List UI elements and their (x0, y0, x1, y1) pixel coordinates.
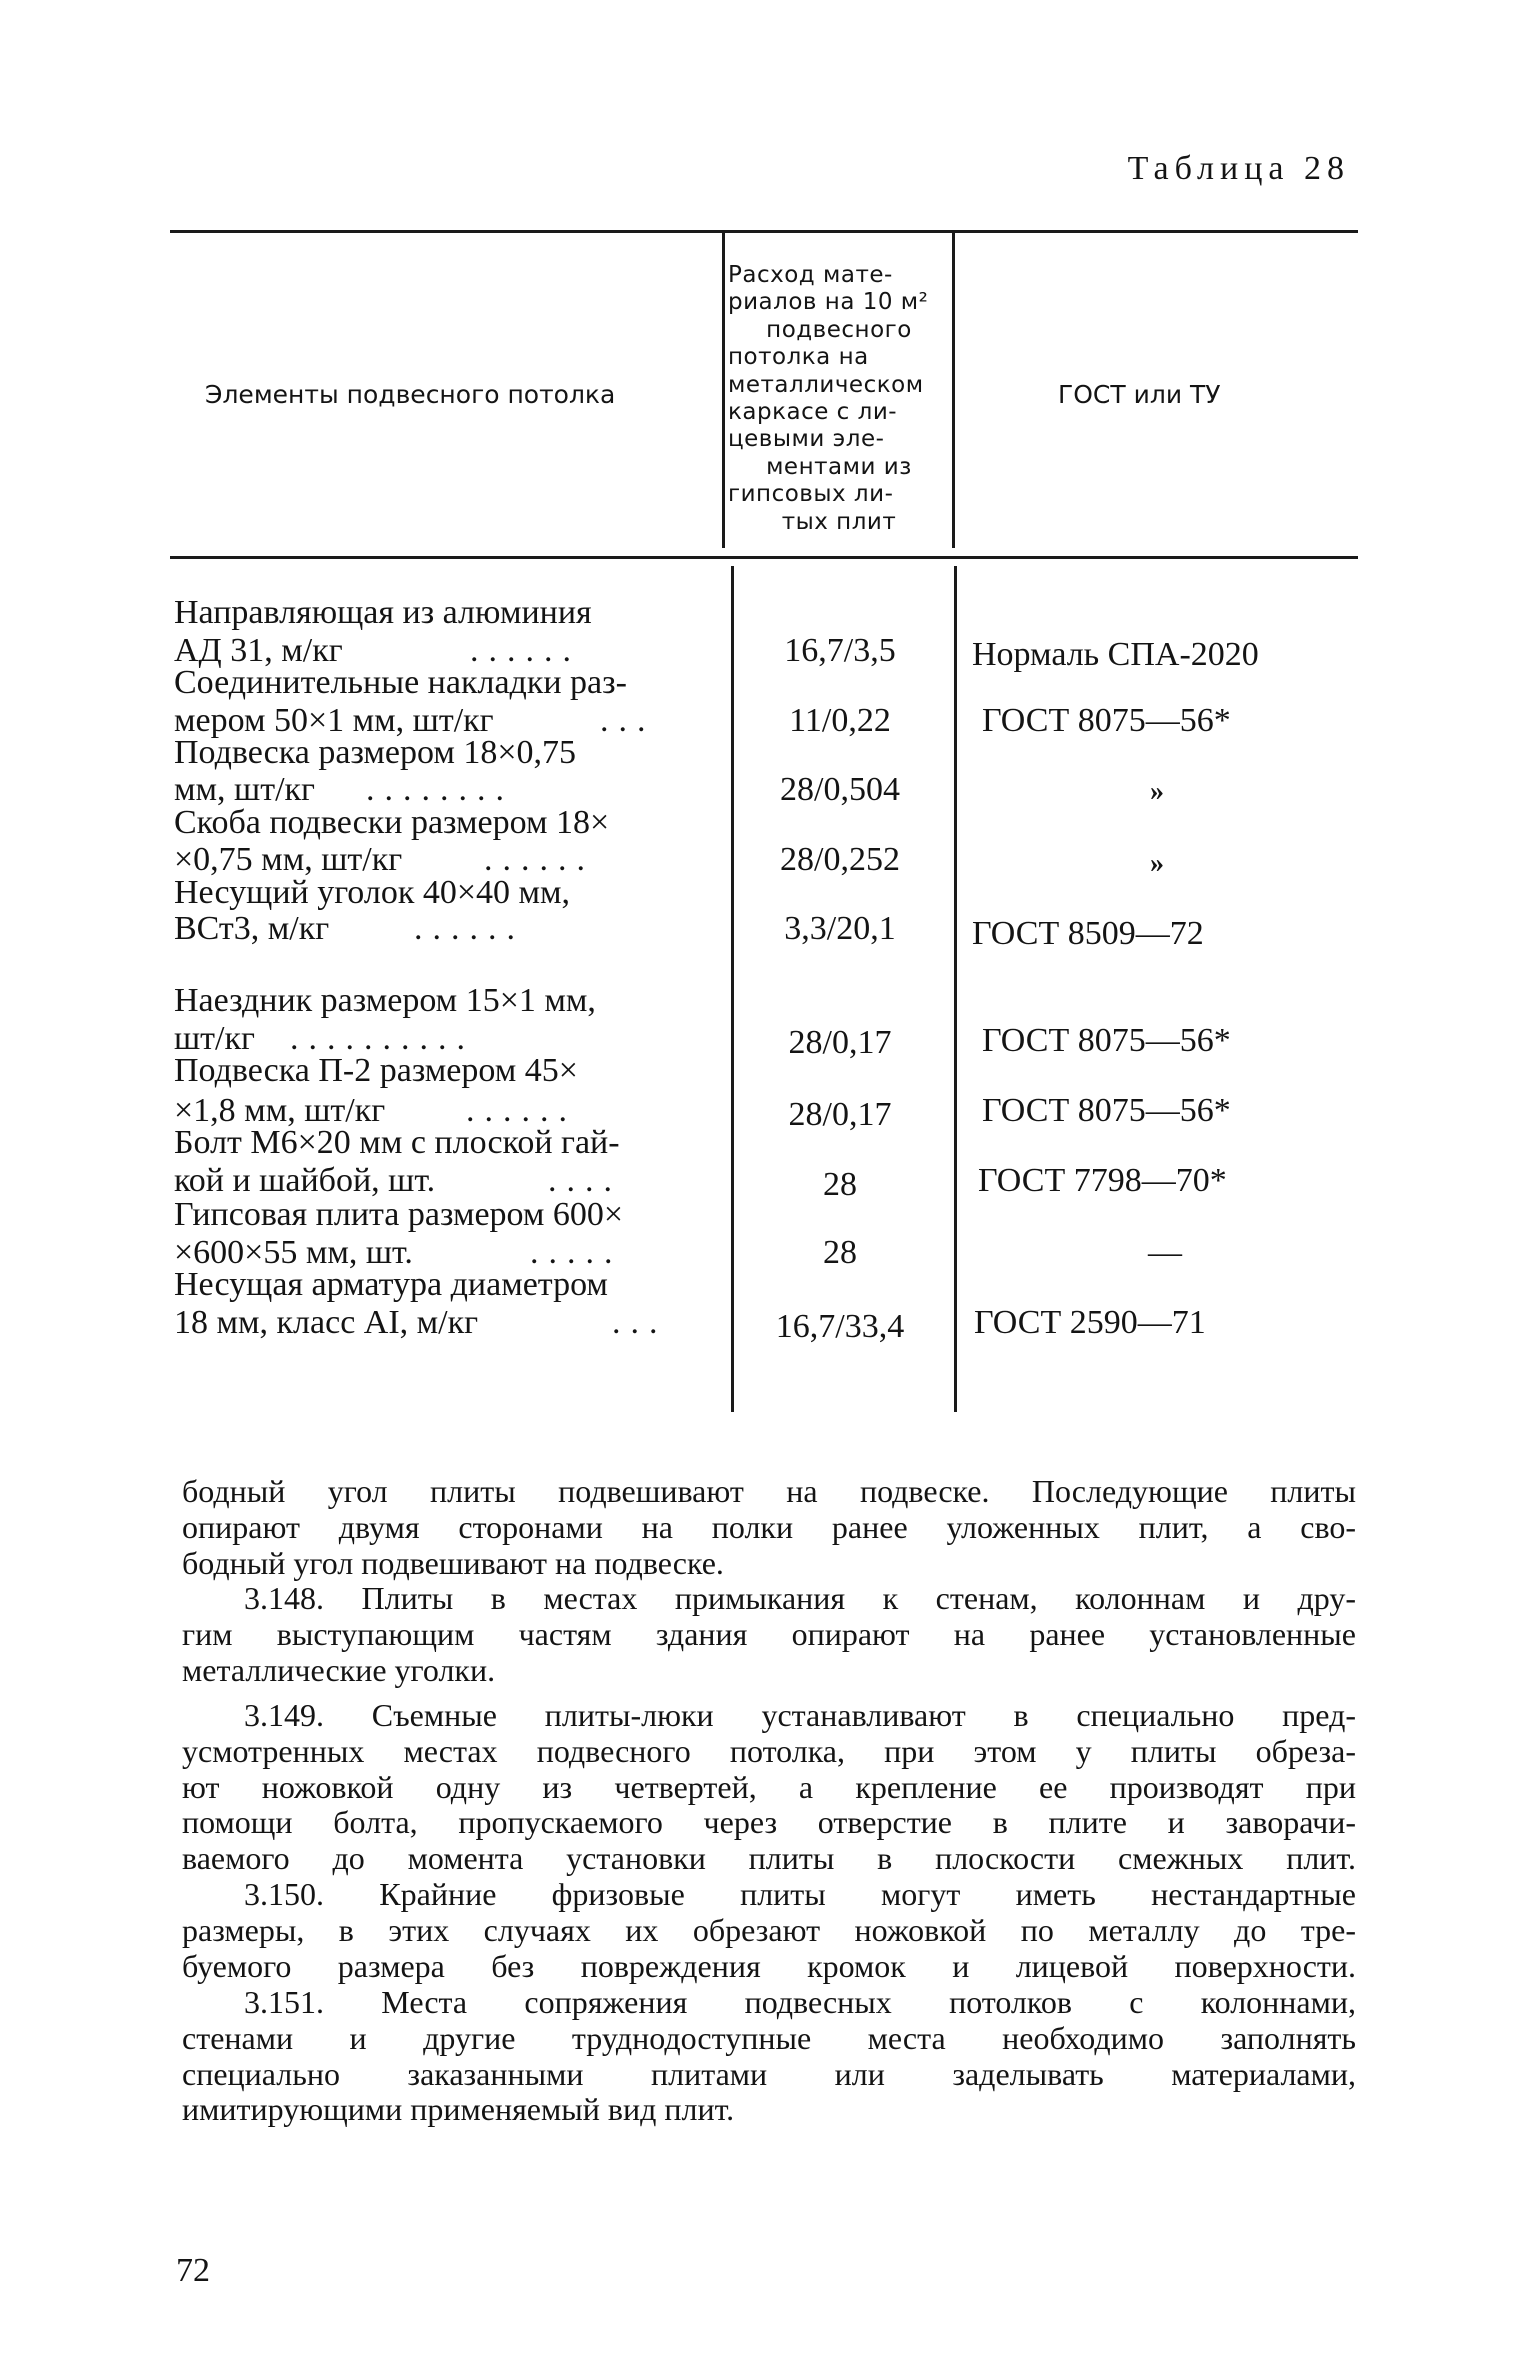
text-line: усмотренных местах подвесного потолка, при этом у плиты обреза- (182, 1733, 1356, 1769)
paragraph-3-149 (182, 1698, 1356, 1877)
header-consumption-line: гипсовых ли- (728, 481, 894, 508)
row-5-value: 3,3/20,1 (784, 910, 896, 947)
row-10-value: 16,7/33,4 (775, 1308, 905, 1345)
header-consumption-line: каркасе с ли- (728, 399, 898, 426)
row-4-line-2: ×0,75 мм, шт/кг (174, 841, 403, 878)
text-line: 3.150. Крайние фризовые плиты могут иметь нестандартные (244, 1877, 1356, 1912)
row-1-gost: Нормаль СПА-2020 (972, 636, 1259, 673)
text-line: специально заказанными плитами или заделывать материалами, (182, 2056, 1356, 2092)
row-10-line-1: Несущая арматура диаметром (174, 1266, 608, 1303)
row-7-gost: ГОСТ 8075—56* (982, 1092, 1231, 1129)
row-4-gost: » (1150, 848, 1164, 879)
row-5-line-2: ВСт3, м/кг (174, 910, 330, 947)
text-line: 3.151. Места сопряжения подвесных потолков с колоннами, (244, 1985, 1356, 2020)
text-line: бодный угол плиты подвешивают на подвеске. Последующие плиты (182, 1474, 1356, 1509)
row-6-gost: ГОСТ 8075—56* (982, 1022, 1231, 1059)
row-5-line-1: Несущий уголок 40×40 мм, (174, 874, 571, 911)
row-9-line-1: Гипсовая плита размером 600× (174, 1196, 624, 1233)
header-consumption-line: Расход мате- (728, 262, 893, 288)
header-consumption-line: тых плит (781, 508, 897, 535)
text-line: бодный угол подвешивают на подвеске. (182, 1545, 724, 1581)
paragraph-continuation (182, 1474, 1356, 1581)
row-1-value: 16,7/3,5 (784, 632, 896, 669)
table-divider-1-body (731, 566, 734, 1412)
leader-dots: .......... (290, 1020, 475, 1057)
row-8-gost: ГОСТ 7798—70* (978, 1162, 1227, 1199)
header-consumption-line: риалов на 10 м² (728, 289, 929, 316)
row-2-line-2: мером 50×1 мм, шт/кг (174, 702, 494, 739)
row-2-line-1: Соединительные накладки раз- (174, 664, 627, 701)
header-consumption-line: подвесного (766, 316, 912, 343)
header-gost: ГОСТ или ТУ (1058, 380, 1221, 409)
row-3-line-1: Подвеска размером 18×0,75 (174, 734, 577, 771)
row-7-value: 28/0,17 (788, 1096, 892, 1133)
leader-dots: ........ (366, 771, 514, 808)
row-2-value: 11/0,22 (789, 702, 891, 739)
text-line: гим выступающим частям здания опирают на ранее установленные (182, 1616, 1356, 1652)
text-line: помощи болта, пропускаемого через отверстие в плите и заворачи- (182, 1805, 1356, 1841)
header-elements: Элементы подвесного потолка (205, 380, 616, 409)
text-line: размеры, в этих случаях их обрезают ножовкой по металлу до тре- (182, 1912, 1356, 1948)
leader-dots: ...... (470, 632, 581, 669)
row-10-line-2: 18 мм, класс АI, м/кг (174, 1304, 479, 1341)
leader-dots: .... (548, 1162, 622, 1199)
row-10-gost: ГОСТ 2590—71 (974, 1304, 1206, 1341)
header-consumption (728, 262, 950, 536)
text-line: ют ножовкой одну из четвертей, а крепление ее производят при (182, 1769, 1356, 1805)
row-3-value: 28/0,504 (780, 771, 900, 808)
table-caption: Таблица 28 (1127, 150, 1350, 187)
row-9-value: 28 (823, 1234, 857, 1271)
text-line: имитирующими применяемый вид плит. (182, 2092, 735, 2128)
leader-dots: ...... (466, 1092, 577, 1129)
text-line: стенами и другие труднодоступные места необходимо заполнять (182, 2020, 1356, 2056)
header-consumption-line: потолка на (728, 344, 869, 371)
row-8-value: 28 (823, 1166, 857, 1203)
row-9-gost: — (1148, 1234, 1182, 1271)
page-number: 72 (176, 2252, 210, 2289)
leader-dots: ... (600, 702, 656, 739)
row-6-value: 28/0,17 (788, 1024, 892, 1061)
table-divider-1-header (722, 230, 725, 548)
text-line: буемого размера без повреждения кромок и лицевой поверхности. (182, 1948, 1356, 1984)
paragraph-3-150 (182, 1877, 1356, 1984)
row-6-line-2: шт/кг (174, 1020, 255, 1057)
text-line: 3.149. Съемные плиты-люки устанавливают в специально пред- (244, 1698, 1356, 1733)
text-line: ваемого до момента установки плиты в плоскости смежных плит. (182, 1841, 1356, 1877)
leader-dots: ... (612, 1304, 668, 1341)
header-consumption-line: металлическом (728, 371, 924, 398)
row-1-line-1: Направляющая из алюминия (174, 594, 592, 631)
row-7-line-2: ×1,8 мм, шт/кг (174, 1092, 386, 1129)
row-8-line-2: кой и шайбой, шт. (174, 1162, 436, 1199)
text-line: 3.148. Плиты в местах примыкания к стенам, колоннам и дру- (244, 1581, 1356, 1616)
text-line: металлические уголки. (182, 1652, 496, 1688)
leader-dots: ...... (484, 841, 595, 878)
row-1-line-2: АД 31, м/кг (174, 632, 343, 669)
leader-dots: ..... (530, 1234, 623, 1271)
row-4-line-1: Скоба подвески размером 18× (174, 804, 610, 841)
paragraph-3-151 (182, 1985, 1356, 2128)
table-top-rule (170, 230, 1358, 233)
paragraph-3-148 (182, 1581, 1356, 1688)
header-consumption-line: ментами из (766, 453, 912, 480)
row-7-line-1: Подвеска П-2 размером 45× (174, 1052, 578, 1089)
table-header-rule (170, 556, 1358, 559)
row-2-gost: ГОСТ 8075—56* (982, 702, 1231, 739)
leader-dots: ...... (414, 910, 525, 947)
table-divider-2-header (952, 230, 955, 548)
row-6-line-1: Наездник размером 15×1 мм, (174, 982, 596, 1019)
row-4-value: 28/0,252 (780, 841, 900, 878)
header-consumption-line: цевыми эле- (728, 426, 885, 453)
row-8-line-1: Болт М6×20 мм с плоской гай- (174, 1124, 620, 1161)
row-5-gost: ГОСТ 8509—72 (972, 915, 1204, 952)
text-line: опирают двумя сторонами на полки ранее уложенных плит, а сво- (182, 1509, 1356, 1545)
row-3-gost: » (1150, 776, 1164, 807)
row-9-line-2: ×600×55 мм, шт. (174, 1234, 413, 1271)
table-divider-2-body (954, 566, 957, 1412)
row-3-line-2: мм, шт/кг (174, 771, 315, 808)
